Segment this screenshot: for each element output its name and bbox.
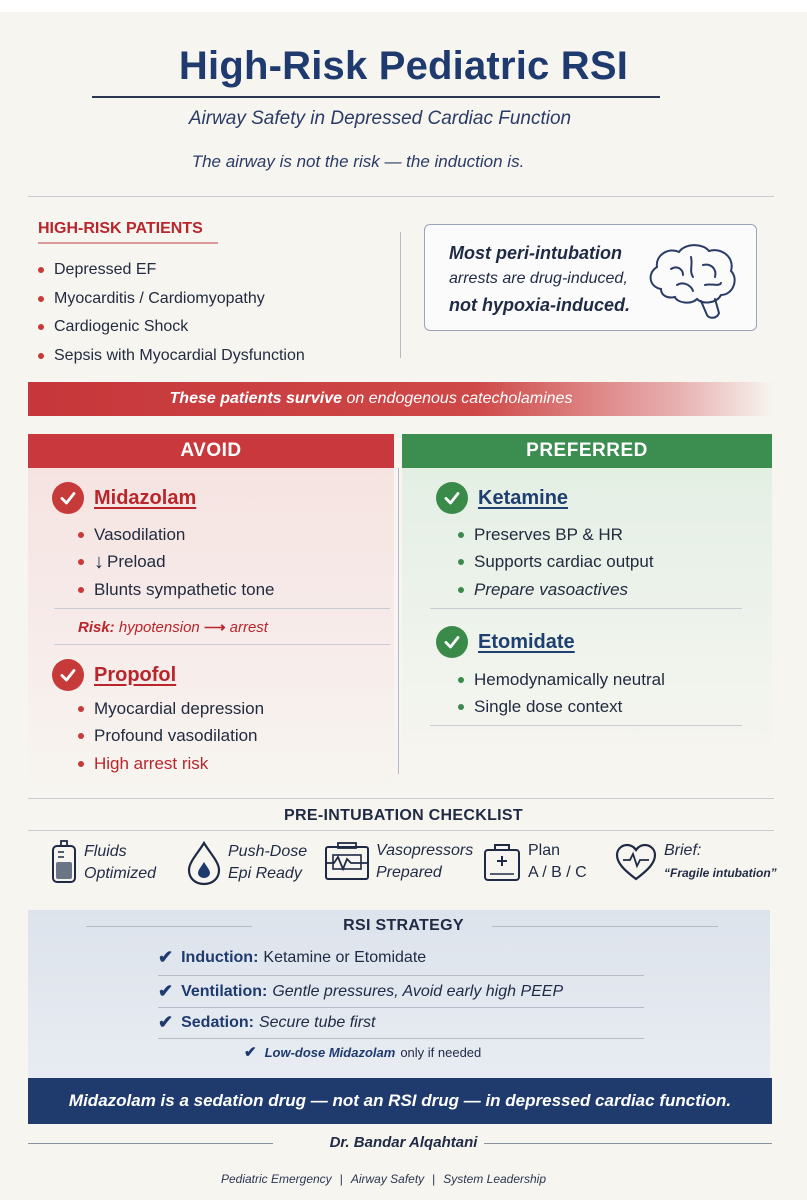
checklist-line-2: “Fragile intubation” — [664, 866, 777, 880]
checklist-line-2: Prepared — [376, 864, 442, 881]
footer-separator: | — [432, 1172, 436, 1186]
bullet-icon — [38, 296, 44, 302]
banner-text: on endogenous catecholamines — [346, 390, 573, 407]
checklist-text — [84, 841, 156, 885]
list-item — [38, 256, 305, 285]
top-strip — [0, 0, 807, 12]
risk-text: hypotension — [118, 619, 200, 636]
preferred-divider-bottom — [430, 725, 742, 726]
checklist-title: PRE-INTUBATION CHECKLIST — [284, 807, 523, 824]
drug-name: Propofol — [94, 663, 177, 686]
checklist-line-1: Fluids — [84, 843, 127, 860]
list-item-label: Preload — [107, 552, 166, 572]
list-item-label: Blunts sympathetic tone — [94, 579, 275, 599]
high-risk-title: HIGH-RISK PATIENTS — [38, 220, 203, 237]
list-item-label: Profound vasodilation — [94, 726, 258, 746]
iv-bag-icon — [50, 840, 78, 886]
checklist-item-plan — [482, 840, 587, 884]
list-item — [38, 285, 305, 314]
strategy-item-sedation — [158, 1012, 375, 1033]
checklist-line-1: Plan — [528, 842, 561, 859]
strategy-label: Induction: — [181, 948, 259, 966]
list-item — [458, 694, 665, 722]
list-item — [458, 666, 665, 694]
high-risk-list — [38, 256, 305, 370]
strategy-item-midazolam — [244, 1043, 481, 1061]
strategy-title-rule-right — [492, 926, 718, 927]
checklist-divider — [28, 830, 774, 831]
strategy-label: Low-dose Midazolam — [264, 1044, 396, 1060]
list-item-label: Myocarditis / Cardiomyopathy — [54, 289, 265, 307]
drug-name: Etomidate — [478, 630, 575, 653]
list-item-label: Hemodynamically neutral — [474, 669, 665, 689]
high-risk-underline — [38, 242, 218, 244]
risk-line — [78, 618, 268, 636]
catecholamine-banner — [28, 382, 774, 416]
bullet-icon — [78, 532, 84, 538]
pump-icon — [324, 841, 370, 883]
list-item-label: Single dose context — [474, 697, 623, 717]
section-divider — [28, 196, 774, 197]
down-arrow-icon: ↓ — [94, 550, 104, 573]
list-item — [38, 313, 305, 342]
checklist-item-fluids — [50, 840, 156, 886]
etomidate-effects — [458, 666, 665, 721]
risk-divider-bottom — [54, 644, 390, 645]
checklist-line-1: Vasopressors — [376, 842, 474, 859]
list-item — [78, 750, 264, 778]
bullet-icon — [458, 532, 464, 538]
list-item — [458, 576, 654, 604]
list-item — [78, 576, 274, 604]
footer-item: Airway Safety — [350, 1172, 425, 1186]
strategy-title-rule-left — [86, 926, 252, 927]
list-item-label: Prepare vasoactives — [474, 579, 629, 599]
brain-icon — [641, 239, 741, 321]
footer — [0, 1172, 767, 1186]
propofol-effects — [78, 695, 264, 778]
strategy-label: Sedation: — [181, 1013, 254, 1031]
strategy-text: Gentle pressures, Avoid early high PEEP — [272, 982, 564, 1000]
bullet-icon — [38, 353, 44, 359]
bullet-icon — [78, 761, 84, 767]
bullet-icon — [458, 559, 464, 565]
right-arrow-icon: ⟶ — [203, 619, 226, 636]
checklist-text — [528, 840, 587, 884]
list-item — [458, 521, 654, 549]
list-item — [38, 342, 305, 371]
list-item-label: Preserves BP & HR — [474, 524, 623, 544]
check-circle-icon — [52, 482, 84, 514]
preferred-divider — [430, 608, 742, 609]
drug-midazolam — [52, 482, 196, 514]
strategy-item-ventilation — [158, 981, 563, 1002]
list-item-label: Cardiogenic Shock — [54, 318, 189, 336]
check-circle-icon — [52, 659, 84, 691]
checklist-divider-top — [28, 798, 774, 799]
list-item-label: Vasodilation — [94, 524, 186, 544]
strategy-text: only if needed — [400, 1044, 482, 1060]
strategy-divider — [158, 975, 644, 976]
ketamine-effects — [458, 521, 654, 604]
checklist-text — [664, 840, 777, 884]
check-circle-icon — [436, 482, 468, 514]
strategy-label: Ventilation: — [181, 982, 268, 1000]
checkmark-icon: ✔ — [158, 1012, 174, 1032]
banner-bold-text: These patients survive — [169, 390, 343, 407]
midazolam-effects — [78, 521, 274, 604]
callout-text — [449, 240, 649, 318]
checkmark-icon: ✔ — [158, 947, 174, 967]
bullet-icon — [78, 733, 84, 739]
list-item — [78, 521, 274, 549]
checkmark-icon: ✔ — [158, 981, 174, 1001]
strategy-item-induction — [158, 947, 426, 968]
checklist-item-vasopressors — [324, 840, 473, 884]
checklist-line-1: Brief: — [664, 842, 702, 859]
drug-name: Midazolam — [94, 486, 197, 509]
bullet-icon — [458, 677, 464, 683]
list-item — [78, 549, 274, 577]
list-item-label: Depressed EF — [54, 261, 157, 279]
list-item-label: High arrest risk — [94, 753, 209, 773]
checklist-line-1: Push-Dose — [228, 843, 308, 860]
bullet-icon — [78, 587, 84, 593]
bullet-icon — [78, 559, 84, 565]
drop-icon — [186, 840, 222, 886]
risk-outcome: arrest — [229, 619, 268, 636]
bullet-icon — [458, 704, 464, 710]
list-item — [78, 695, 264, 723]
checkmark-icon: ✔ — [244, 1044, 257, 1061]
checklist-item-brief — [614, 840, 777, 884]
footer-item: Pediatric Emergency — [220, 1172, 332, 1186]
drug-ketamine — [436, 482, 568, 514]
callout-line-2: arrests are drug-induced, — [449, 270, 628, 287]
checklist-text — [376, 840, 473, 884]
drug-name: Ketamine — [478, 486, 569, 509]
drug-etomidate — [436, 626, 575, 658]
page-subtitle: Airway Safety in Depressed Cardiac Function — [188, 108, 572, 129]
page-title: High-Risk Pediatric RSI — [178, 44, 629, 88]
list-item-label: Myocardial depression — [94, 698, 265, 718]
bottom-banner: Midazolam is a sedation drug — not an RSI drug — in depressed cardiac function. — [28, 1078, 772, 1124]
kit-icon — [482, 840, 522, 884]
column-divider — [398, 468, 399, 774]
list-item-label: Supports cardiac output — [474, 552, 654, 572]
strategy-text: Secure tube first — [258, 1013, 376, 1031]
bullet-icon — [458, 587, 464, 593]
footer-separator: | — [339, 1172, 343, 1186]
drug-propofol — [52, 659, 176, 691]
author-name: Dr. Bandar Alqahtani — [329, 1134, 478, 1151]
strategy-divider — [158, 1007, 644, 1008]
risk-label: Risk: — [78, 619, 115, 636]
strategy-title: RSI STRATEGY — [343, 917, 464, 934]
title-divider — [92, 96, 660, 98]
checklist-line-2: Epi Ready — [228, 865, 302, 882]
risk-divider — [54, 608, 390, 609]
checklist-line-2: A / B / C — [528, 864, 587, 881]
callout-box — [424, 224, 757, 331]
callout-line-3: not hypoxia-induced. — [449, 295, 631, 315]
checklist-text — [228, 841, 307, 885]
vertical-divider — [400, 232, 401, 358]
footer-item: System Leadership — [443, 1172, 547, 1186]
callout-line-1: Most peri-intubation — [449, 243, 622, 263]
page-tagline: The airway is not the risk — the induction is. — [191, 152, 525, 171]
checklist-item-epi — [186, 840, 307, 886]
strategy-text: Ketamine or Etomidate — [263, 948, 427, 966]
list-item — [78, 723, 264, 751]
list-item-label: Sepsis with Myocardial Dysfunction — [54, 346, 305, 364]
avoid-header: AVOID — [28, 434, 394, 468]
check-circle-icon — [436, 626, 468, 658]
preferred-header: PREFERRED — [402, 434, 772, 468]
bullet-icon — [38, 324, 44, 330]
bullet-icon — [38, 267, 44, 273]
list-item — [458, 549, 654, 577]
strategy-divider — [158, 1038, 644, 1039]
heart-icon — [614, 842, 658, 882]
bullet-icon — [78, 706, 84, 712]
checklist-line-2: Optimized — [84, 865, 157, 882]
